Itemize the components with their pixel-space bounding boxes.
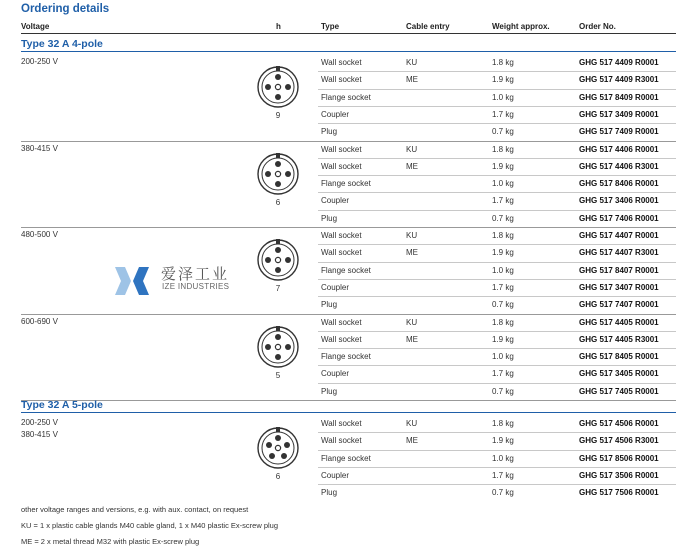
type-cell: Flange socket [321, 179, 371, 189]
type-cell: Wall socket [321, 161, 362, 171]
weight-cell: 0.7 kg [492, 213, 514, 223]
type-cell: Wall socket [321, 436, 362, 446]
weight-cell: 1.0 kg [492, 179, 514, 189]
type-cell: Plug [321, 488, 338, 498]
weight-cell: 1.7 kg [492, 109, 514, 119]
cable-entry-cell: KU [406, 419, 418, 428]
weight-cell: 0.7 kg [492, 488, 514, 498]
type-cell: Wall socket [321, 317, 362, 327]
type-cell: Wall socket [321, 58, 362, 67]
type-cell: Flange socket [321, 265, 371, 275]
weight-cell: 0.7 kg [492, 300, 514, 310]
row-divider [318, 123, 676, 124]
type-heading-rule [21, 51, 676, 52]
type-cell: Plug [321, 213, 338, 223]
row-divider [318, 158, 676, 159]
type-heading: Type 32 A 5-pole [21, 399, 103, 411]
row-divider [318, 331, 676, 332]
cable-entry-cell: ME [406, 334, 418, 344]
type-cell: Wall socket [321, 419, 362, 428]
h-value: 9 [275, 111, 281, 120]
type-cell: Wall socket [321, 231, 362, 240]
type-cell: Wall socket [321, 248, 362, 258]
order-no-cell: GHG 517 7406 R0001 [579, 213, 659, 223]
weight-cell: 1.0 kg [492, 265, 514, 275]
cable-entry-cell: KU [406, 317, 418, 327]
section-divider [21, 141, 676, 142]
weight-cell: 1.7 kg [492, 369, 514, 379]
row-divider [318, 484, 676, 485]
weight-cell: 1.0 kg [492, 92, 514, 102]
order-no-cell: GHG 517 4409 R0001 [579, 58, 659, 67]
weight-cell: 1.7 kg [492, 282, 514, 292]
weight-cell: 0.7 kg [492, 386, 514, 396]
row-divider [318, 244, 676, 245]
plug-face-icon [256, 325, 300, 369]
footnote-1: other voltage ranges and versions, e.g. with aux. contact, on request [21, 505, 249, 514]
logo-en-text: IZE INDUSTRIES [162, 282, 230, 291]
plug-face-icon [256, 238, 300, 282]
weight-cell: 1.9 kg [492, 75, 514, 85]
order-no-cell: GHG 517 4406 R0001 [579, 144, 659, 154]
type-cell: Flange socket [321, 453, 371, 463]
cable-entry-cell: KU [406, 58, 418, 67]
row-divider [318, 432, 676, 433]
order-no-cell: GHG 517 7409 R0001 [579, 127, 659, 137]
order-no-cell: GHG 517 7506 R0001 [579, 488, 659, 498]
row-divider [318, 296, 676, 297]
order-no-cell: GHG 517 4506 R3001 [579, 436, 659, 446]
cable-entry-cell: ME [406, 436, 418, 446]
order-no-cell: GHG 517 4405 R0001 [579, 317, 659, 327]
order-no-cell: GHG 517 8406 R0001 [579, 179, 659, 189]
weight-cell: 1.8 kg [492, 317, 514, 327]
plug-face-icon [256, 426, 300, 470]
weight-cell: 1.0 kg [492, 453, 514, 463]
row-divider [318, 365, 676, 366]
order-no-cell: GHG 517 3506 R0001 [579, 470, 659, 480]
voltage-label: 380-415 V [21, 430, 58, 439]
section-divider [21, 314, 676, 315]
weight-cell: 1.7 kg [492, 470, 514, 480]
row-divider [318, 348, 676, 349]
logo-cn-text: 爱泽工业 [161, 266, 230, 283]
h-value: 7 [275, 284, 281, 293]
footnote-2: KU = 1 x plastic cable glands M40 cable gland, 1 x M40 plastic Ex-screw plug [21, 521, 279, 530]
weight-cell: 1.8 kg [492, 419, 514, 428]
type-cell: Coupler [321, 369, 350, 379]
plug-face-icon [256, 152, 300, 196]
cable-entry-cell: ME [406, 161, 418, 171]
header-h: h [276, 22, 281, 31]
voltage-label: 200-250 V [21, 57, 58, 66]
cable-entry-cell: ME [406, 248, 418, 258]
order-no-cell: GHG 517 4407 R3001 [579, 248, 659, 258]
plug-face-icon [256, 65, 300, 109]
cable-entry-cell: KU [406, 231, 418, 240]
order-no-cell: GHG 517 3409 R0001 [579, 109, 659, 119]
order-no-cell: GHG 517 8407 R0001 [579, 265, 659, 275]
weight-cell: 1.9 kg [492, 334, 514, 344]
type-cell: Plug [321, 300, 338, 310]
order-no-cell: GHG 517 3405 R0001 [579, 369, 659, 379]
type-cell: Coupler [321, 109, 350, 119]
weight-cell: 1.8 kg [492, 58, 514, 67]
weight-cell: 1.9 kg [492, 436, 514, 446]
cable-entry-cell: ME [406, 75, 418, 85]
voltage-label: 380-415 V [21, 143, 58, 153]
row-divider [318, 89, 676, 90]
weight-cell: 1.7 kg [492, 196, 514, 206]
voltage-label: 600-690 V [21, 316, 58, 326]
cable-entry-cell: KU [406, 144, 418, 154]
type-heading: Type 32 A 4-pole [21, 38, 103, 50]
weight-cell: 1.0 kg [492, 352, 514, 362]
row-divider [318, 383, 676, 384]
type-cell: Plug [321, 127, 338, 137]
voltage-label: 480-500 V [21, 230, 58, 239]
row-divider [318, 175, 676, 176]
type-cell: Coupler [321, 196, 350, 206]
row-divider [318, 467, 676, 468]
type-cell: Wall socket [321, 144, 362, 154]
header-rule [21, 33, 676, 34]
type-cell: Flange socket [321, 92, 371, 102]
order-no-cell: GHG 517 4406 R3001 [579, 161, 659, 171]
type-cell: Flange socket [321, 352, 371, 362]
type-heading-rule [21, 412, 676, 413]
type-cell: Wall socket [321, 334, 362, 344]
header-cable-entry: Cable entry [406, 22, 450, 31]
order-no-cell: GHG 517 8506 R0001 [579, 453, 659, 463]
weight-cell: 1.8 kg [492, 144, 514, 154]
row-divider [318, 106, 676, 107]
order-no-cell: GHG 517 4407 R0001 [579, 231, 659, 240]
ordering-title: Ordering details [21, 3, 110, 15]
order-no-cell: GHG 517 8409 R0001 [579, 92, 659, 102]
order-no-cell: GHG 517 3407 R0001 [579, 282, 659, 292]
h-value: 6 [275, 472, 281, 481]
order-no-cell: GHG 517 7407 R0001 [579, 300, 659, 310]
section-divider [21, 227, 676, 228]
row-divider [318, 210, 676, 211]
row-divider [318, 192, 676, 193]
weight-cell: 1.8 kg [492, 231, 514, 240]
order-no-cell: GHG 517 3406 R0001 [579, 196, 659, 206]
row-divider [318, 262, 676, 263]
weight-cell: 0.7 kg [492, 127, 514, 137]
header-order-no: Order No. [579, 22, 616, 31]
footnote-3: ME = 2 x metal thread M32 with plastic Ex-screw plug [21, 537, 200, 546]
type-cell: Wall socket [321, 75, 362, 85]
voltage-label: 200-250 V [21, 418, 58, 427]
order-no-cell: GHG 517 8405 R0001 [579, 352, 659, 362]
header-type: Type [321, 22, 340, 31]
order-no-cell: GHG 517 7405 R0001 [579, 386, 659, 396]
order-no-cell: GHG 517 4409 R3001 [579, 75, 659, 85]
h-value: 5 [275, 370, 281, 380]
row-divider [318, 71, 676, 72]
weight-cell: 1.9 kg [492, 161, 514, 171]
type-cell: Coupler [321, 470, 350, 480]
type-cell: Coupler [321, 282, 350, 292]
row-divider [318, 279, 676, 280]
order-no-cell: GHG 517 4506 R0001 [579, 419, 659, 428]
header-voltage: Voltage [21, 22, 50, 31]
type-cell: Plug [321, 386, 338, 396]
header-weight: Weight approx. [492, 22, 550, 31]
row-divider [318, 450, 676, 451]
order-no-cell: GHG 517 4405 R3001 [579, 334, 659, 344]
weight-cell: 1.9 kg [492, 248, 514, 258]
h-value: 6 [275, 197, 281, 207]
